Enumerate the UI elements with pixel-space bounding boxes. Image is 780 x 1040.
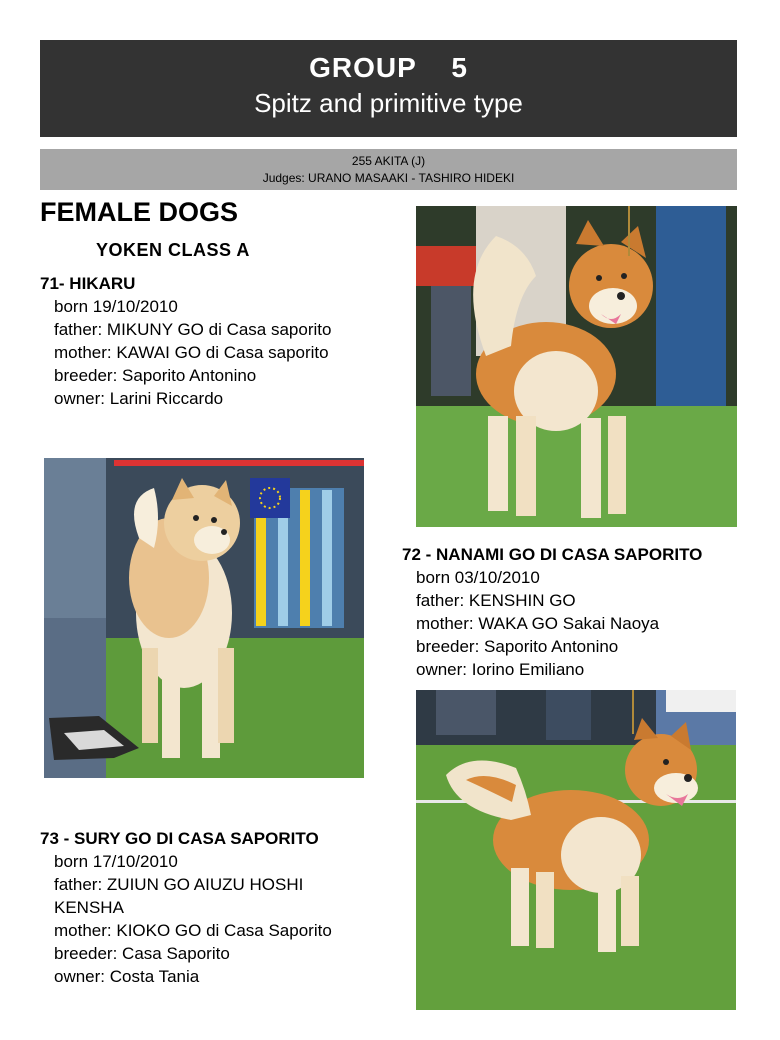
breed-bar: [40, 149, 737, 190]
mother: mother: KIOKO GO di Casa Saporito: [54, 921, 332, 940]
photo-hikaru: [44, 458, 364, 778]
dog-name: 71- HIKARU: [40, 274, 136, 293]
entry-72: [402, 543, 702, 681]
dog-name: 73 - SURY GO DI CASA SAPORITO: [40, 829, 319, 848]
group-title: GROUP 5: [309, 52, 468, 83]
owner: owner: Iorino Emiliano: [416, 660, 585, 679]
group-subtitle: Spitz and primitive type: [254, 88, 523, 118]
father: father: ZUIUN GO AIUZU HOSHI: [54, 875, 304, 894]
dog-photo-image: [416, 206, 737, 527]
father: father: KENSHIN GO: [416, 591, 576, 610]
father: father: MIKUNY GO di Casa saporito: [54, 320, 332, 339]
breeder: breeder: Saporito Antonino: [54, 366, 257, 385]
breeder: breeder: Casa Saporito: [54, 944, 230, 963]
mother: mother: KAWAI GO di Casa saporito: [54, 343, 329, 362]
section-title: FEMALE DOGS: [40, 197, 239, 227]
photo-sury: [416, 690, 736, 1010]
group-header: [40, 40, 737, 137]
owner: owner: Larini Riccardo: [54, 389, 224, 408]
dog-photo-image: [416, 690, 736, 1010]
born-date: born 03/10/2010: [416, 568, 540, 587]
breeder: breeder: Saporito Antonino: [416, 637, 619, 656]
father-continued: KENSHA: [54, 898, 124, 917]
mother: mother: WAKA GO Sakai Naoya: [416, 614, 660, 633]
entry-73: [40, 827, 332, 988]
dog-photo-image: [44, 458, 364, 778]
born-date: born 17/10/2010: [54, 852, 178, 871]
breed-name: 255 AKITA (J): [351, 154, 426, 168]
dog-name: 72 - NANAMI GO DI CASA SAPORITO: [402, 545, 703, 564]
judges-line: Judges: URANO MASAAKI - TASHIRO HIDEKI: [262, 171, 515, 185]
owner: owner: Costa Tania: [54, 967, 200, 986]
born-date: born 19/10/2010: [54, 297, 178, 316]
photo-nanami: [416, 206, 737, 527]
entry-71: [40, 272, 331, 410]
class-title: YOKEN CLASS A: [96, 240, 250, 260]
